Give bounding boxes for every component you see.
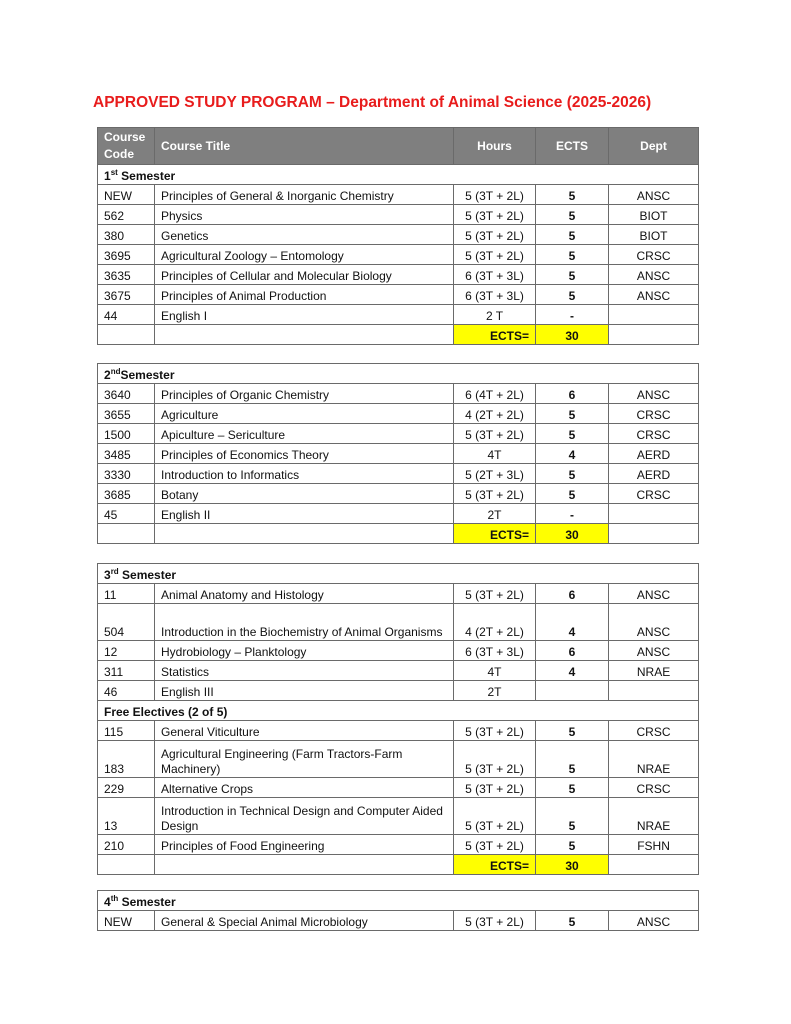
- course-code: 3685: [98, 484, 155, 504]
- course-dept: NRAE: [609, 798, 699, 835]
- table-row: [98, 584, 699, 604]
- course-hours: 4 (2T + 2L): [454, 404, 536, 424]
- course-hours: 4T: [454, 444, 536, 464]
- course-title: Principles of Cellular and Molecular Biology: [155, 265, 454, 285]
- course-hours: 5 (3T + 2L): [454, 584, 536, 604]
- course-title: Introduction in the Biochemistry of Animal Organisms: [155, 604, 454, 641]
- semester-heading: [98, 564, 699, 584]
- ects-total-value: 30: [536, 524, 609, 544]
- ects-total-row: [98, 325, 699, 345]
- course-title: Statistics: [155, 661, 454, 681]
- course-dept: CRSC: [609, 424, 699, 444]
- course-code: 311: [98, 661, 155, 681]
- course-ects: 5: [536, 835, 609, 855]
- course-ects: 5: [536, 285, 609, 305]
- course-ects: 4: [536, 444, 609, 464]
- course-code: 46: [98, 681, 155, 701]
- course-ects: 5: [536, 205, 609, 225]
- course-code: 115: [98, 721, 155, 741]
- course-title: Botany: [155, 484, 454, 504]
- semester-3-table: [97, 563, 699, 875]
- course-title: English II: [155, 504, 454, 524]
- course-code: 210: [98, 835, 155, 855]
- course-title: Genetics: [155, 225, 454, 245]
- course-hours: 4T: [454, 661, 536, 681]
- course-hours: 5 (3T + 2L): [454, 225, 536, 245]
- course-hours: 6 (3T + 3L): [454, 641, 536, 661]
- course-dept: [609, 305, 699, 325]
- course-ects: 5: [536, 265, 609, 285]
- course-code: 3635: [98, 265, 155, 285]
- table-row: [98, 641, 699, 661]
- semester-heading: [98, 165, 699, 185]
- course-title: Agricultural Engineering (Farm Tractors-Farm Machinery): [155, 741, 454, 778]
- table-row: [98, 741, 699, 778]
- empty-cell: [609, 524, 699, 544]
- semester-heading-label: 4th Semester: [98, 891, 699, 911]
- course-ects: 6: [536, 384, 609, 404]
- course-dept: [609, 681, 699, 701]
- table-row: [98, 444, 699, 464]
- course-dept: ANSC: [609, 384, 699, 404]
- course-title: Animal Anatomy and Histology: [155, 584, 454, 604]
- course-ects: 4: [536, 604, 609, 641]
- course-title: Principles of General & Inorganic Chemistry: [155, 185, 454, 205]
- table-row: [98, 245, 699, 265]
- course-ects: 5: [536, 185, 609, 205]
- table-row: [98, 185, 699, 205]
- semester-heading: [98, 364, 699, 384]
- table-row: [98, 911, 699, 931]
- course-code: 562: [98, 205, 155, 225]
- table-row: [98, 504, 699, 524]
- course-hours: 5 (3T + 2L): [454, 424, 536, 444]
- course-dept: CRSC: [609, 484, 699, 504]
- table-row: [98, 205, 699, 225]
- course-title: Agriculture: [155, 404, 454, 424]
- course-title: Introduction in Technical Design and Computer Aided Design: [155, 798, 454, 835]
- table-row: [98, 798, 699, 835]
- ects-total-label: ECTS=: [454, 524, 536, 544]
- empty-cell: [98, 325, 155, 345]
- semester-1-table: [97, 127, 699, 345]
- course-ects: 5: [536, 741, 609, 778]
- table-row: [98, 424, 699, 444]
- header-ects: ECTS: [536, 128, 609, 165]
- course-ects: 5: [536, 404, 609, 424]
- course-code: 3640: [98, 384, 155, 404]
- course-hours: 2T: [454, 504, 536, 524]
- course-code: 45: [98, 504, 155, 524]
- empty-cell: [609, 855, 699, 875]
- course-dept: ANSC: [609, 185, 699, 205]
- empty-cell: [98, 855, 155, 875]
- course-ects: 6: [536, 641, 609, 661]
- header-course-title: Course Title: [155, 128, 454, 165]
- course-title: General & Special Animal Microbiology: [155, 911, 454, 931]
- course-dept: NRAE: [609, 741, 699, 778]
- course-title: Agricultural Zoology – Entomology: [155, 245, 454, 265]
- semester-heading-label: 2ndSemester: [98, 364, 699, 384]
- course-ects: 5: [536, 721, 609, 741]
- table-row: [98, 265, 699, 285]
- course-title: English I: [155, 305, 454, 325]
- empty-cell: [98, 524, 155, 544]
- course-dept: CRSC: [609, 721, 699, 741]
- course-hours: 2T: [454, 681, 536, 701]
- course-code: 504: [98, 604, 155, 641]
- course-code: 1500: [98, 424, 155, 444]
- table-row: [98, 464, 699, 484]
- course-ects: 5: [536, 424, 609, 444]
- course-code: 3675: [98, 285, 155, 305]
- course-hours: 4 (2T + 2L): [454, 604, 536, 641]
- course-hours: 5 (3T + 2L): [454, 911, 536, 931]
- course-dept: NRAE: [609, 661, 699, 681]
- course-ects: 5: [536, 911, 609, 931]
- course-hours: 6 (4T + 2L): [454, 384, 536, 404]
- course-dept: ANSC: [609, 285, 699, 305]
- course-title: English III: [155, 681, 454, 701]
- course-ects: 5: [536, 484, 609, 504]
- table-row: [98, 225, 699, 245]
- course-code: 11: [98, 584, 155, 604]
- course-dept: ANSC: [609, 604, 699, 641]
- course-ects: 5: [536, 245, 609, 265]
- course-dept: ANSC: [609, 265, 699, 285]
- table-header-row: [98, 128, 699, 165]
- course-hours: 5 (3T + 2L): [454, 721, 536, 741]
- semester-2-table: [97, 363, 699, 544]
- ects-total-value: 30: [536, 325, 609, 345]
- course-dept: BIOT: [609, 225, 699, 245]
- semester-heading-label: 1st Semester: [98, 165, 699, 185]
- course-code: 3485: [98, 444, 155, 464]
- ects-total-label: ECTS=: [454, 855, 536, 875]
- course-code: NEW: [98, 911, 155, 931]
- empty-cell: [155, 325, 454, 345]
- course-hours: 5 (3T + 2L): [454, 798, 536, 835]
- empty-cell: [155, 524, 454, 544]
- ects-total-row: [98, 524, 699, 544]
- course-hours: 5 (3T + 2L): [454, 185, 536, 205]
- course-hours: 5 (3T + 2L): [454, 741, 536, 778]
- table-row: [98, 835, 699, 855]
- electives-heading-label: Free Electives (2 of 5): [98, 701, 699, 721]
- table-row: [98, 484, 699, 504]
- table-row: [98, 404, 699, 424]
- course-ects: 5: [536, 798, 609, 835]
- empty-cell: [609, 325, 699, 345]
- course-dept: AERD: [609, 444, 699, 464]
- electives-heading: [98, 701, 699, 721]
- course-hours: 5 (3T + 2L): [454, 778, 536, 798]
- course-code: 44: [98, 305, 155, 325]
- course-code: 3695: [98, 245, 155, 265]
- course-dept: [609, 504, 699, 524]
- course-title: Apiculture – Sericulture: [155, 424, 454, 444]
- course-title: Alternative Crops: [155, 778, 454, 798]
- course-dept: CRSC: [609, 778, 699, 798]
- ects-total-value: 30: [536, 855, 609, 875]
- empty-cell: [155, 855, 454, 875]
- header-hours: Hours: [454, 128, 536, 165]
- course-dept: ANSC: [609, 911, 699, 931]
- ects-total-row: [98, 855, 699, 875]
- course-ects: 5: [536, 778, 609, 798]
- ects-total-label: ECTS=: [454, 325, 536, 345]
- course-ects: 5: [536, 464, 609, 484]
- course-hours: 6 (3T + 3L): [454, 285, 536, 305]
- course-code: 12: [98, 641, 155, 661]
- course-hours: 2 T: [454, 305, 536, 325]
- document-title: APPROVED STUDY PROGRAM – Department of Animal Science (2025-2026): [93, 94, 652, 111]
- course-ects: 6: [536, 584, 609, 604]
- course-ects: [536, 681, 609, 701]
- course-hours: 5 (3T + 2L): [454, 205, 536, 225]
- course-hours: 5 (2T + 3L): [454, 464, 536, 484]
- course-dept: CRSC: [609, 404, 699, 424]
- course-code: 183: [98, 741, 155, 778]
- table-row: [98, 604, 699, 641]
- header-course-code: Course Code: [98, 128, 155, 165]
- table-row: [98, 305, 699, 325]
- table-row: [98, 384, 699, 404]
- course-title: Introduction to Informatics: [155, 464, 454, 484]
- semester-heading: [98, 891, 699, 911]
- table-row: [98, 681, 699, 701]
- course-code: 380: [98, 225, 155, 245]
- course-hours: 5 (3T + 2L): [454, 245, 536, 265]
- course-code: 13: [98, 798, 155, 835]
- course-hours: 5 (3T + 2L): [454, 484, 536, 504]
- semester-heading-label: 3rd Semester: [98, 564, 699, 584]
- course-title: General Viticulture: [155, 721, 454, 741]
- course-title: Principles of Animal Production: [155, 285, 454, 305]
- course-code: 3330: [98, 464, 155, 484]
- semester-4-table: [97, 890, 699, 931]
- course-code: 3655: [98, 404, 155, 424]
- course-ects: -: [536, 305, 609, 325]
- course-hours: 6 (3T + 3L): [454, 265, 536, 285]
- course-dept: BIOT: [609, 205, 699, 225]
- course-title: Principles of Food Engineering: [155, 835, 454, 855]
- table-row: [98, 285, 699, 305]
- course-title: Principles of Organic Chemistry: [155, 384, 454, 404]
- header-dept: Dept: [609, 128, 699, 165]
- table-row: [98, 661, 699, 681]
- course-title: Hydrobiology – Planktology: [155, 641, 454, 661]
- course-dept: CRSC: [609, 245, 699, 265]
- course-code: 229: [98, 778, 155, 798]
- course-title: Principles of Economics Theory: [155, 444, 454, 464]
- course-ects: -: [536, 504, 609, 524]
- course-hours: 5 (3T + 2L): [454, 835, 536, 855]
- course-ects: 4: [536, 661, 609, 681]
- table-row: [98, 721, 699, 741]
- course-dept: ANSC: [609, 641, 699, 661]
- course-dept: FSHN: [609, 835, 699, 855]
- course-title: Physics: [155, 205, 454, 225]
- course-code: NEW: [98, 185, 155, 205]
- table-row: [98, 778, 699, 798]
- course-dept: ANSC: [609, 584, 699, 604]
- course-ects: 5: [536, 225, 609, 245]
- course-dept: AERD: [609, 464, 699, 484]
